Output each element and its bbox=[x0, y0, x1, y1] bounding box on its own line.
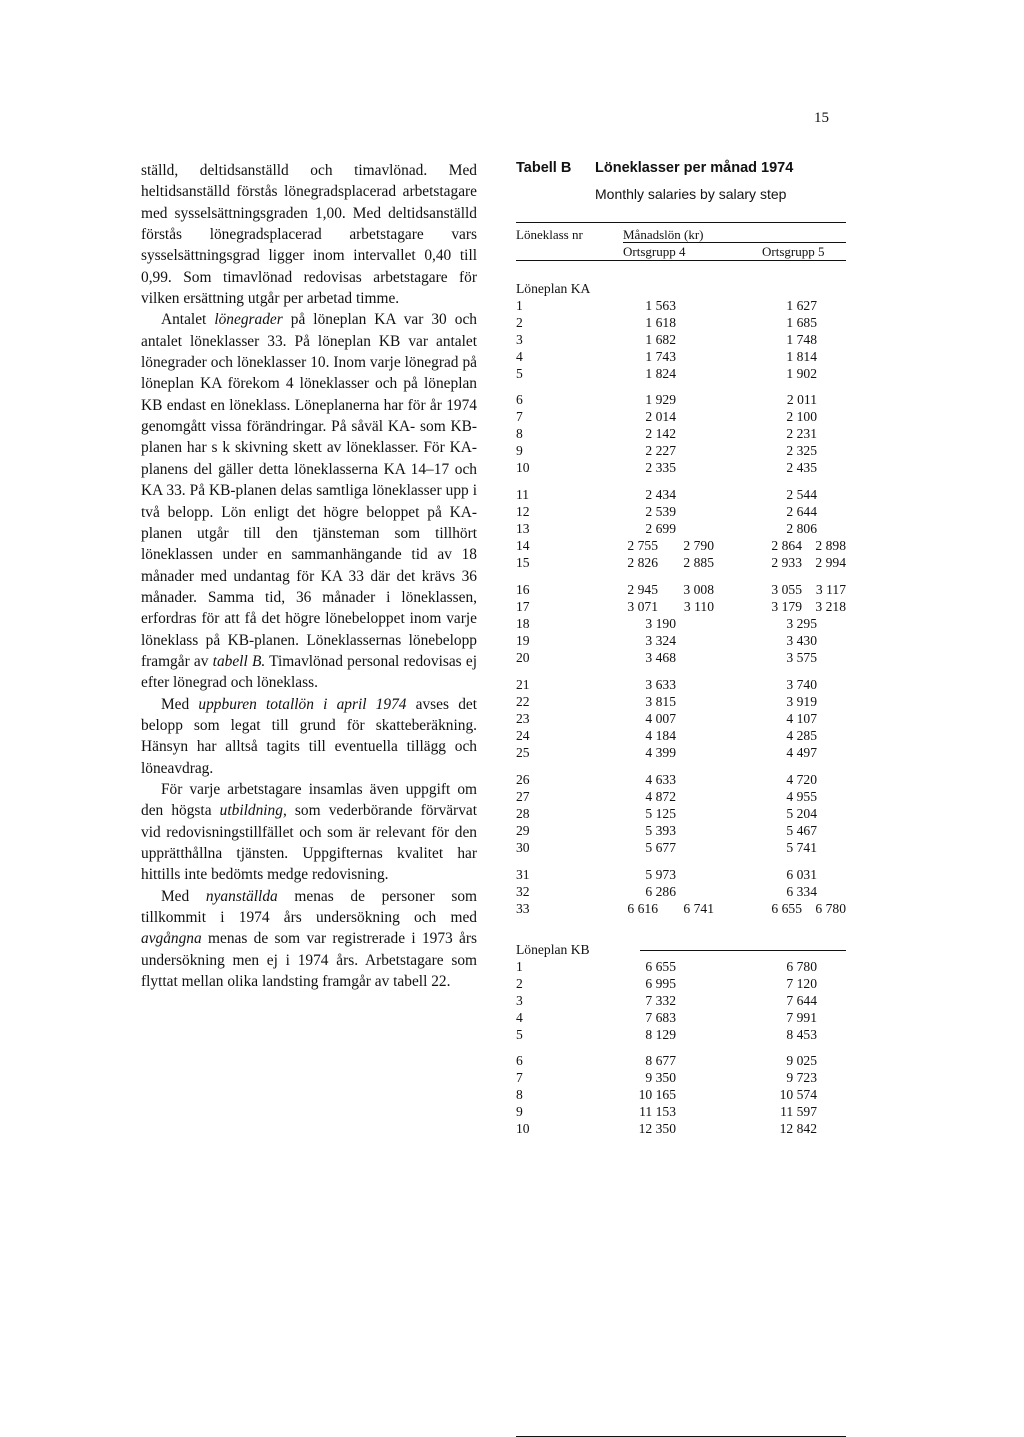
row-o5: 3 430 bbox=[786, 633, 817, 649]
table-row bbox=[516, 521, 846, 538]
row-o4: 7 332 bbox=[645, 993, 676, 1009]
paragraph-5-pre: Med bbox=[161, 887, 206, 905]
row-o4-high: 2 885 bbox=[683, 555, 714, 571]
paragraph-5-mid: menas de personer som tillkommit i 1974 års undersökning och med bbox=[141, 887, 477, 927]
row-o5-high: 6 780 bbox=[815, 901, 846, 917]
row-nr: 1 bbox=[516, 298, 523, 313]
kb-top-rule bbox=[640, 950, 846, 951]
table-row bbox=[516, 772, 846, 789]
row-o4: 8 677 bbox=[645, 1053, 676, 1068]
table-row bbox=[516, 460, 846, 477]
row-nr: 20 bbox=[516, 650, 530, 666]
row-o5: 11 597 bbox=[780, 1104, 817, 1120]
row-o4: 6 655 bbox=[645, 959, 676, 974]
table-row bbox=[516, 315, 846, 332]
row-o5: 2 100 bbox=[786, 409, 817, 425]
row-o4: 2 142 bbox=[645, 426, 676, 442]
row-o5: 4 720 bbox=[786, 772, 817, 787]
row-o4: 4 399 bbox=[645, 745, 676, 761]
section-label-ka: Löneplan KA bbox=[516, 281, 591, 296]
row-nr: 16 bbox=[516, 582, 530, 597]
row-o4: 3 468 bbox=[645, 650, 676, 666]
paragraph-2 bbox=[141, 309, 477, 693]
row-o5: 9 723 bbox=[786, 1070, 817, 1086]
row-nr: 3 bbox=[516, 993, 523, 1009]
header-salary-rule bbox=[623, 242, 846, 243]
row-o4: 11 153 bbox=[639, 1104, 676, 1120]
row-o5: 4 497 bbox=[786, 745, 817, 761]
table-row bbox=[516, 633, 846, 650]
table-row bbox=[516, 555, 846, 572]
table-row bbox=[516, 677, 846, 694]
table-row bbox=[516, 504, 846, 521]
table-title-row bbox=[516, 160, 846, 182]
row-o5: 2 325 bbox=[786, 443, 817, 459]
paragraph-5-post: menas de som var registrerade i 1973 års undersökning men ej i 1974 års. Arbetstagare som flyttat mellan olika landsting framgår av tabell 22. bbox=[141, 930, 477, 991]
table-row bbox=[516, 366, 846, 383]
paragraph-2-table-ref: tabell B. bbox=[212, 652, 266, 670]
row-nr: 22 bbox=[516, 694, 530, 710]
row-o4: 4 007 bbox=[645, 711, 676, 727]
row-o4: 1 618 bbox=[645, 315, 676, 331]
table-row bbox=[516, 332, 846, 349]
paragraph-5-em: nyanställda bbox=[205, 887, 278, 905]
row-nr: 25 bbox=[516, 745, 530, 761]
row-nr: 9 bbox=[516, 1104, 523, 1120]
row-o4-high: 3 008 bbox=[683, 582, 714, 597]
row-o4: 10 165 bbox=[638, 1087, 676, 1103]
row-o4: 6 995 bbox=[645, 976, 676, 992]
table-title: Löneklasser per månad 1974 bbox=[595, 160, 794, 176]
table-row bbox=[516, 1070, 846, 1087]
table-row bbox=[516, 1053, 846, 1070]
row-o5: 6 780 bbox=[786, 959, 817, 974]
row-o4: 2 434 bbox=[645, 487, 676, 502]
row-nr: 28 bbox=[516, 806, 530, 822]
row-nr: 3 bbox=[516, 332, 523, 348]
row-o5: 7 120 bbox=[786, 976, 817, 992]
row-o5: 2 231 bbox=[786, 426, 817, 442]
header-ortsgrupp-4: Ortsgrupp 4 bbox=[623, 244, 686, 259]
row-o5: 2 806 bbox=[786, 521, 817, 537]
header-bottom-rule bbox=[516, 260, 846, 261]
row-nr: 10 bbox=[516, 1121, 530, 1137]
row-nr: 10 bbox=[516, 460, 530, 476]
table-row bbox=[516, 901, 846, 918]
row-o4: 4 633 bbox=[645, 772, 676, 787]
row-o4-low: 2 945 bbox=[627, 582, 658, 597]
row-o4: 5 973 bbox=[645, 867, 676, 882]
row-o4-low: 3 071 bbox=[627, 599, 658, 615]
table-row bbox=[516, 409, 846, 426]
table-row bbox=[516, 745, 846, 762]
table-row bbox=[516, 884, 846, 901]
paragraph-5-em2: avgångna bbox=[141, 930, 202, 948]
row-nr: 26 bbox=[516, 772, 530, 787]
row-o4: 9 350 bbox=[645, 1070, 676, 1086]
row-o5-low: 2 933 bbox=[771, 555, 802, 571]
table-row bbox=[516, 487, 846, 504]
table-row bbox=[516, 806, 846, 823]
table-row bbox=[516, 538, 846, 555]
row-o4: 1 563 bbox=[645, 298, 676, 313]
row-nr: 30 bbox=[516, 840, 530, 856]
row-o5: 2 011 bbox=[786, 392, 817, 407]
paragraph-3-post: avses det belopp som legat till grund för skatteberäkning. Hänsyn har alltså tagits till eventuella tillägg och löneavdrag. bbox=[141, 695, 477, 777]
row-nr: 15 bbox=[516, 555, 530, 571]
row-o5: 6 031 bbox=[786, 867, 817, 882]
table-row bbox=[516, 694, 846, 711]
row-o4: 5 677 bbox=[645, 840, 676, 856]
row-o5: 7 991 bbox=[786, 1010, 817, 1026]
row-nr: 1 bbox=[516, 959, 523, 974]
table-row bbox=[516, 728, 846, 745]
body-text-column bbox=[141, 160, 477, 992]
row-o4: 3 815 bbox=[645, 694, 676, 710]
row-o5: 1 627 bbox=[786, 298, 817, 313]
row-nr: 7 bbox=[516, 409, 523, 425]
row-o5: 1 814 bbox=[786, 349, 817, 365]
paragraph-2-em: lönegrader bbox=[214, 311, 283, 329]
row-o5: 2 644 bbox=[786, 504, 817, 520]
row-nr: 5 bbox=[516, 366, 523, 382]
row-o4: 4 184 bbox=[645, 728, 676, 744]
table-row bbox=[516, 298, 846, 315]
row-o5-high: 2 898 bbox=[815, 538, 846, 554]
row-nr: 14 bbox=[516, 538, 530, 554]
row-o4-high: 6 741 bbox=[683, 901, 714, 917]
table-row bbox=[516, 1121, 846, 1138]
table-row bbox=[516, 443, 846, 460]
row-o4: 4 872 bbox=[645, 789, 676, 805]
row-o4: 3 324 bbox=[645, 633, 676, 649]
table-row bbox=[516, 599, 846, 616]
row-o5: 3 740 bbox=[786, 677, 817, 692]
row-nr: 12 bbox=[516, 504, 530, 520]
table-row bbox=[516, 840, 846, 857]
table-row bbox=[516, 1010, 846, 1027]
row-o5-low: 6 655 bbox=[771, 901, 802, 917]
row-nr: 33 bbox=[516, 901, 530, 917]
row-o5-high: 3 117 bbox=[815, 582, 846, 597]
row-nr: 18 bbox=[516, 616, 530, 632]
table-row bbox=[516, 392, 846, 409]
table-label: Tabell B bbox=[516, 160, 572, 176]
row-o5: 5 467 bbox=[786, 823, 817, 839]
table-row bbox=[516, 582, 846, 599]
table-row bbox=[516, 616, 846, 633]
row-o4: 1 682 bbox=[645, 332, 676, 348]
row-nr: 11 bbox=[516, 487, 530, 502]
row-o5: 1 685 bbox=[786, 315, 817, 331]
paragraph-4-post: , som vederbörande förvärvat vid redovisningstillfället och som är relevant för den upprätthållna tjänsten. Uppgifternas kvalitet har hittills inte bedömts medge redovisning. bbox=[141, 802, 477, 884]
row-o4: 5 393 bbox=[645, 823, 676, 839]
table-subtitle: Monthly salaries by salary step bbox=[595, 186, 787, 202]
row-nr: 17 bbox=[516, 599, 530, 615]
row-o5: 5 204 bbox=[786, 806, 817, 822]
paragraph-3 bbox=[141, 694, 477, 779]
row-o4-high: 3 110 bbox=[683, 599, 714, 615]
row-o4-low: 2 755 bbox=[627, 538, 658, 554]
row-o5: 2 544 bbox=[786, 487, 817, 502]
row-o4: 12 350 bbox=[638, 1121, 676, 1137]
row-o5: 8 453 bbox=[786, 1027, 817, 1043]
row-nr: 5 bbox=[516, 1027, 523, 1043]
row-nr: 2 bbox=[516, 976, 523, 992]
row-o5: 1 748 bbox=[786, 332, 817, 348]
row-nr: 31 bbox=[516, 867, 530, 882]
row-o4: 3 633 bbox=[645, 677, 676, 692]
table-row bbox=[516, 711, 846, 728]
row-nr: 4 bbox=[516, 1010, 523, 1026]
row-nr: 32 bbox=[516, 884, 530, 900]
row-o5: 3 919 bbox=[786, 694, 817, 710]
row-o5: 3 575 bbox=[786, 650, 817, 666]
row-nr: 24 bbox=[516, 728, 530, 744]
row-o4-low: 6 616 bbox=[627, 901, 658, 917]
row-nr: 21 bbox=[516, 677, 530, 692]
row-o4: 2 014 bbox=[645, 409, 676, 425]
row-nr: 8 bbox=[516, 426, 523, 442]
row-o4: 2 699 bbox=[645, 521, 676, 537]
row-o5: 4 955 bbox=[786, 789, 817, 805]
table-row bbox=[516, 426, 846, 443]
row-o5: 12 842 bbox=[779, 1121, 817, 1137]
paragraph-2-post: på löneplan KA var 30 och antalet löneklasser 33. På löneplan KB var antalet lönegrader och löneklasser 10. Inom varje lönegrad på löneplan KA förekom 4 löneklasser och på löneplan KB endast en löneklass. Löneplanerna har för år 1974 genomgått vissa förändringar. På såväl KA- som KB-planen har s k skivning skett av löneklasser. För KA-planens del gäller detta löneklasserna KA 14–17 och KA 33. På KB-planen delas samtliga löneklasser upp i två belopp. Lön enligt det högre beloppet på KA-planen utgår till den tjänsteman som tillhört löneklassen under en sammanhängande tid av 18 månader med undantag för KA 33 där det krävs 36 månader. Samma tid, 36 månader i löneklassen, erfordras för att få det högre lönebeloppet inom varje löneklass på KB-planen. Löneklassernas lönebelopp framgår av bbox=[141, 311, 477, 670]
row-o5: 1 902 bbox=[786, 366, 817, 382]
row-o5: 10 574 bbox=[779, 1087, 817, 1103]
table-row bbox=[516, 867, 846, 884]
row-nr: 23 bbox=[516, 711, 530, 727]
row-o5-high: 3 218 bbox=[815, 599, 846, 615]
row-o5: 5 741 bbox=[786, 840, 817, 856]
paragraph-5 bbox=[141, 886, 477, 993]
row-nr: 13 bbox=[516, 521, 530, 537]
table-row bbox=[516, 976, 846, 993]
row-nr: 6 bbox=[516, 392, 523, 407]
row-nr: 4 bbox=[516, 349, 523, 365]
table-row bbox=[516, 789, 846, 806]
table-row bbox=[516, 1087, 846, 1104]
row-o4: 5 125 bbox=[645, 806, 676, 822]
paragraph-3-em: uppburen totallön i april 1974 bbox=[198, 695, 407, 713]
row-o4: 7 683 bbox=[645, 1010, 676, 1026]
paragraph-3-pre: Med bbox=[161, 695, 199, 713]
header-manadslon: Månadslön (kr) bbox=[623, 227, 704, 242]
row-nr: 9 bbox=[516, 443, 523, 459]
salary-table bbox=[516, 160, 846, 1137]
row-o4: 3 190 bbox=[645, 616, 676, 632]
row-nr: 19 bbox=[516, 633, 530, 649]
paragraph-2-pre: Antalet bbox=[161, 311, 215, 329]
table-row bbox=[516, 349, 846, 366]
row-o5-low: 3 055 bbox=[771, 582, 802, 597]
table-row bbox=[516, 993, 846, 1010]
row-o5: 4 285 bbox=[786, 728, 817, 744]
row-nr: 29 bbox=[516, 823, 530, 839]
row-nr: 7 bbox=[516, 1070, 523, 1086]
row-o4: 2 335 bbox=[645, 460, 676, 476]
section-label-kb: Löneplan KB bbox=[516, 942, 590, 957]
row-o4-high: 2 790 bbox=[683, 538, 714, 554]
paragraph-4-em: utbildning bbox=[219, 802, 283, 820]
row-o5: 3 295 bbox=[786, 616, 817, 632]
table-row bbox=[516, 1027, 846, 1044]
row-o5-high: 2 994 bbox=[815, 555, 846, 571]
row-o5: 6 334 bbox=[786, 884, 817, 900]
row-o4: 1 929 bbox=[645, 392, 676, 407]
row-o4: 2 227 bbox=[645, 443, 676, 459]
table-row bbox=[516, 823, 846, 840]
header-loneklass-nr: Löneklass nr bbox=[516, 227, 583, 242]
row-nr: 8 bbox=[516, 1087, 523, 1103]
table-top-rule bbox=[516, 222, 846, 223]
paragraph-1: ställd, deltidsanställd och timavlönad. Med heltidsanställd förstås lönegradsplacerad arbetstagare med sysselsättningsgraden 1,00. Med deltidsanställd förstås lönegradsplacerad arbetstagare vars sysselsättningsgrad ligger inom intervallet 0,40 till 0,99. Som timavlönad redovisas arbetstagare för vilken ersättning utgår per arbetad timme. bbox=[141, 162, 477, 308]
table-row bbox=[516, 650, 846, 667]
row-o5-low: 2 864 bbox=[771, 538, 802, 554]
row-o5: 9 025 bbox=[786, 1053, 817, 1068]
table-row bbox=[516, 959, 846, 976]
header-ortsgrupp-5: Ortsgrupp 5 bbox=[762, 244, 825, 259]
row-nr: 27 bbox=[516, 789, 530, 805]
row-o5: 4 107 bbox=[786, 711, 817, 727]
paragraph-4 bbox=[141, 779, 477, 886]
row-o4-low: 2 826 bbox=[627, 555, 658, 571]
row-o4: 6 286 bbox=[645, 884, 676, 900]
row-o5-low: 3 179 bbox=[771, 599, 802, 615]
paragraph-4-pre: För varje arbetstagare insamlas även uppgift om den högsta bbox=[141, 780, 477, 820]
page-number: 15 bbox=[814, 110, 829, 126]
row-o4: 8 129 bbox=[645, 1027, 676, 1043]
row-o4: 1 743 bbox=[645, 349, 676, 365]
row-o5: 7 644 bbox=[786, 993, 817, 1009]
row-o4: 2 539 bbox=[645, 504, 676, 520]
row-o4: 1 824 bbox=[645, 366, 676, 382]
paragraph-2-tail: Timavlönad personal redovisas ej efter lönegrad och löneklass. bbox=[141, 652, 477, 692]
row-nr: 2 bbox=[516, 315, 523, 331]
row-o5: 2 435 bbox=[786, 460, 817, 476]
row-nr: 6 bbox=[516, 1053, 523, 1068]
table-row bbox=[516, 1104, 846, 1121]
